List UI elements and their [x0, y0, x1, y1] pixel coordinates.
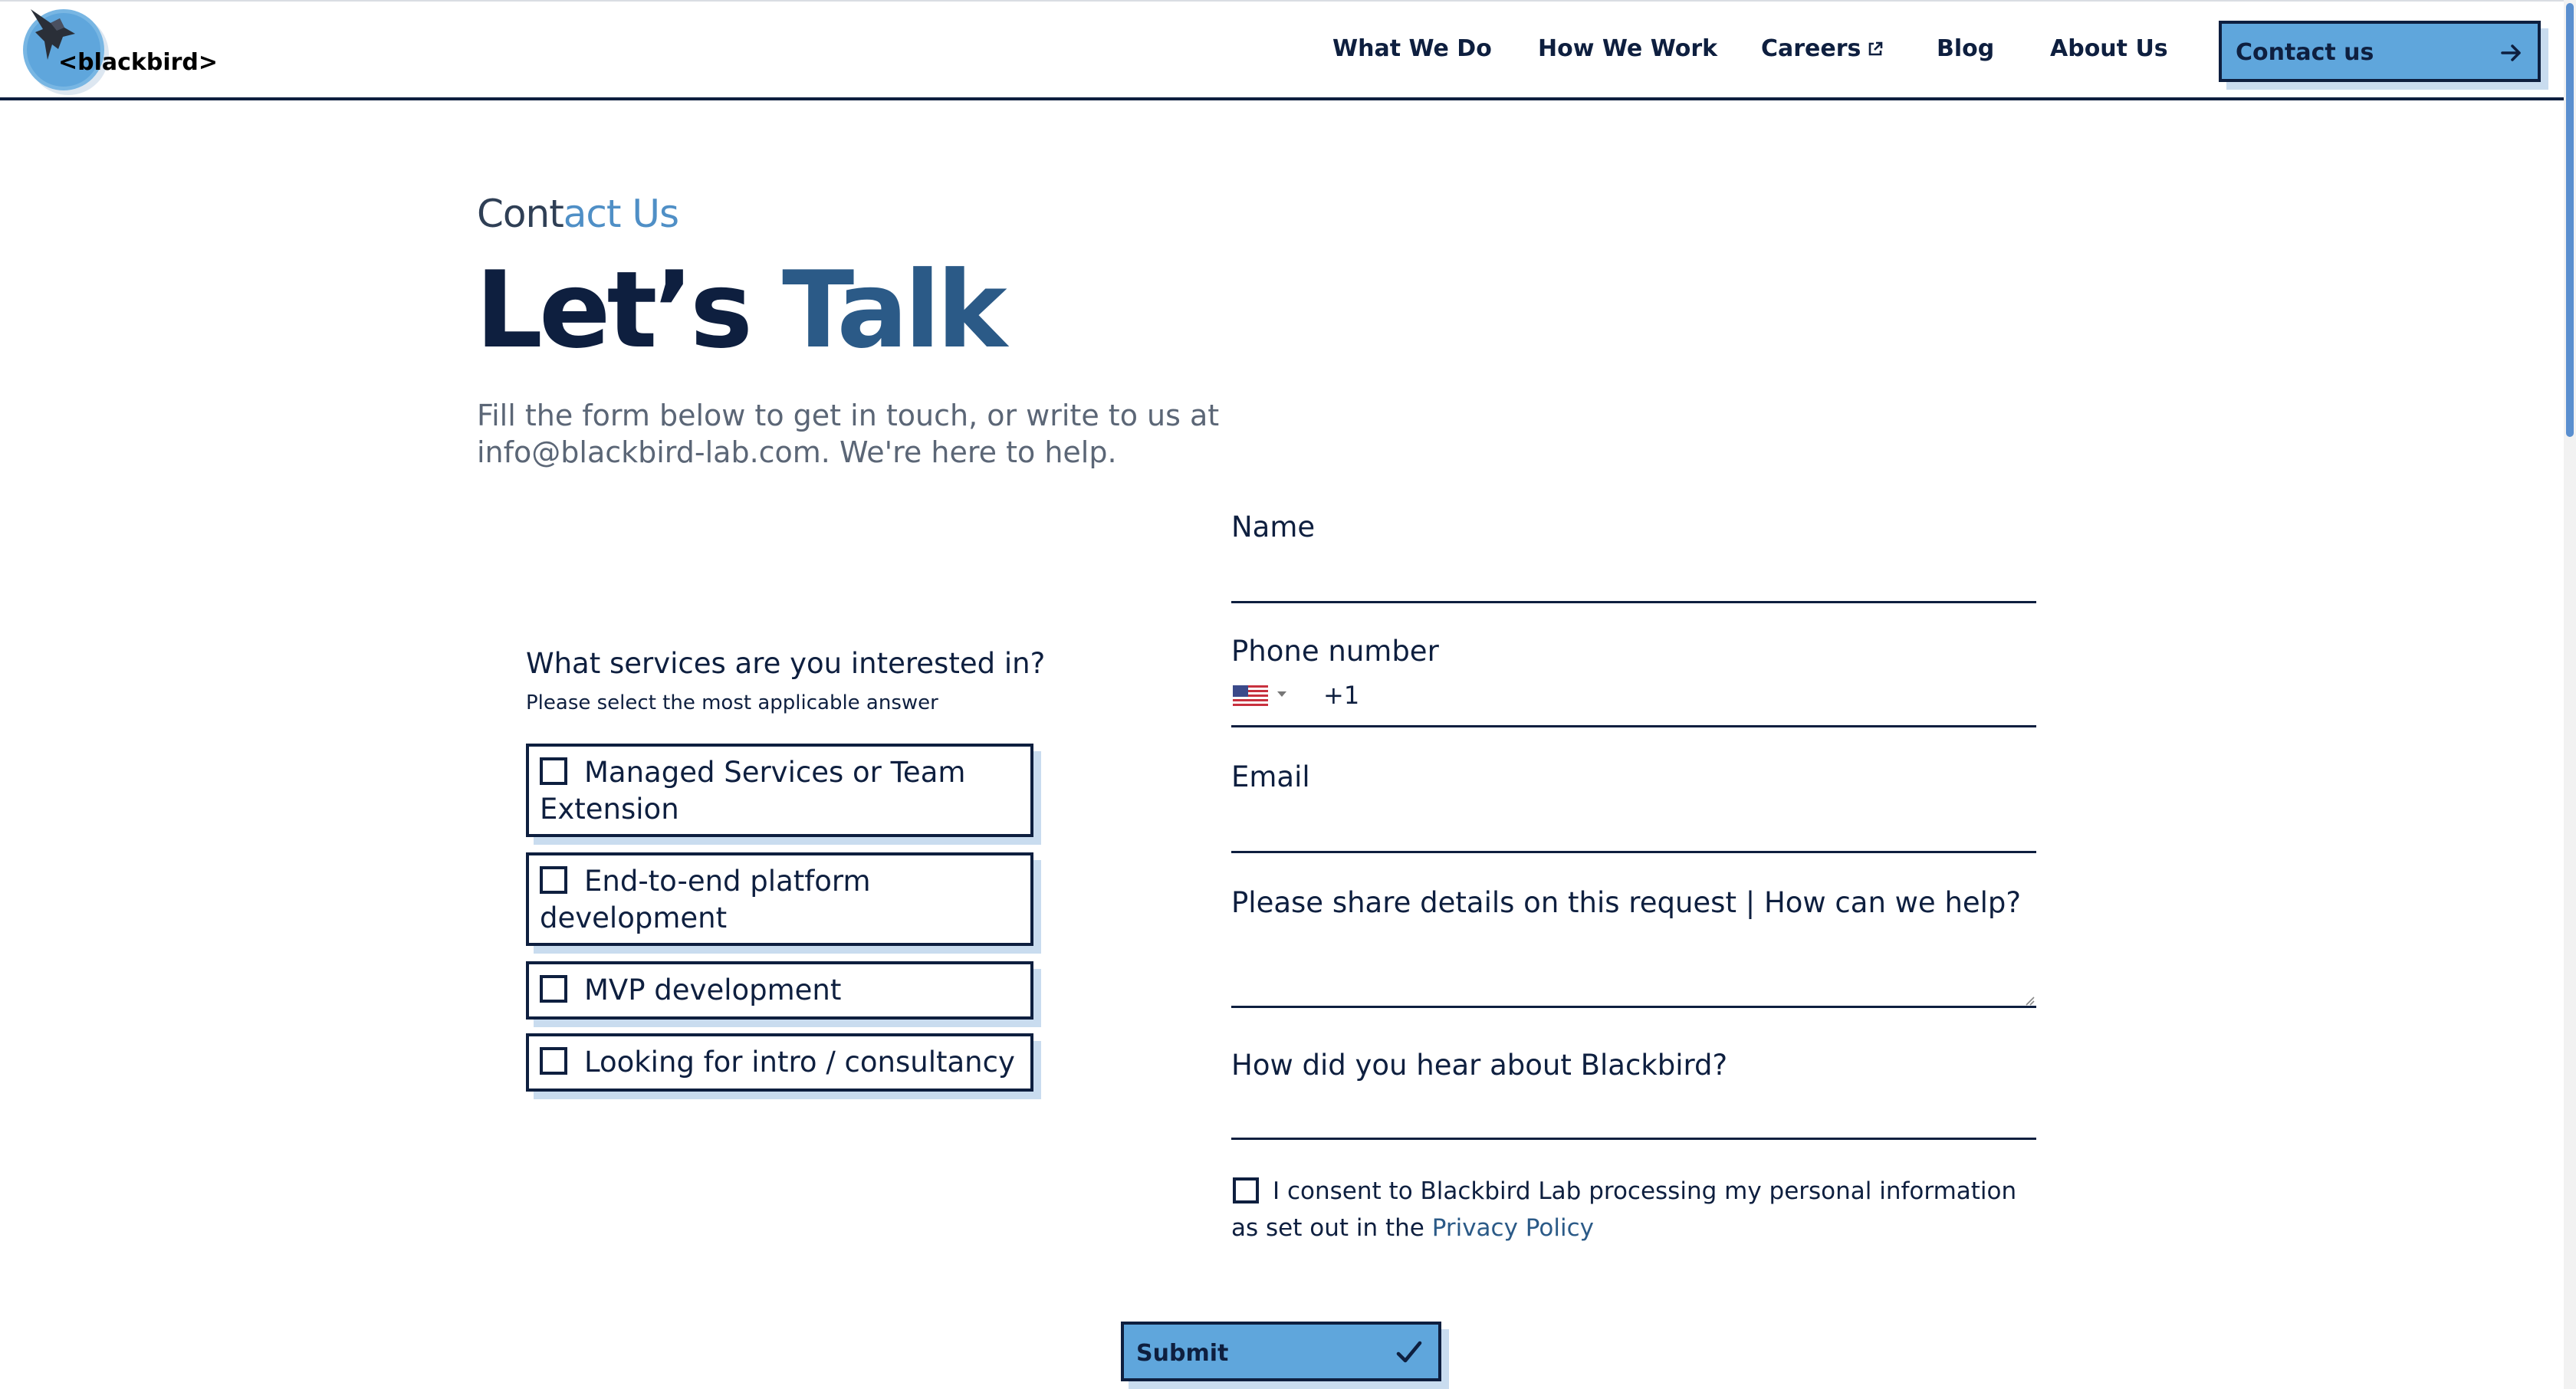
intro-description: Fill the form below to get in touch, or write to us at info@blackbird-lab.com. We're here to help.: [477, 399, 1220, 469]
service-option-managed-services[interactable]: [526, 744, 1033, 837]
site-header: [0, 0, 2564, 100]
source-field[interactable]: [1231, 1095, 2036, 1133]
service-option-label: Managed Services or Team Extension: [540, 756, 966, 826]
service-option-mvp[interactable]: [526, 961, 1033, 1020]
submit-button[interactable]: [1121, 1322, 1441, 1381]
email-field[interactable]: [1231, 806, 2036, 845]
eyebrow-part2: act Us: [563, 192, 679, 236]
checkbox[interactable]: [540, 1047, 567, 1075]
service-option-consultancy[interactable]: [526, 1033, 1033, 1092]
arrow-right-icon: [2499, 41, 2524, 65]
consent-label: I consent to Blackbird Lab processing my personal information as set out in the: [1231, 1177, 2017, 1242]
services-hint: Please select the most applicable answer: [526, 691, 938, 714]
page-title: [475, 248, 1004, 372]
details-textarea[interactable]: [1231, 941, 2036, 980]
external-link-icon: [1867, 41, 1884, 57]
phone-label: Phone number: [1231, 635, 1439, 668]
service-option-label: Looking for intro / consultancy: [584, 1046, 1015, 1079]
scrollbar-thumb[interactable]: [2566, 3, 2574, 437]
title-part1: Let’s: [475, 248, 750, 372]
section-eyebrow: [477, 192, 678, 236]
resize-handle-icon[interactable]: [2022, 993, 2035, 1006]
email-label: Email: [1231, 760, 1310, 793]
page-scrollbar[interactable]: [2564, 0, 2576, 1389]
title-part2: Talk: [782, 248, 1004, 372]
eyebrow-part1: Cont: [477, 192, 564, 236]
nav-careers[interactable]: [1761, 35, 1884, 62]
submit-label: Submit: [1136, 1340, 1229, 1367]
service-option-platform-development[interactable]: [526, 852, 1033, 946]
checkbox[interactable]: [540, 866, 567, 894]
phone-field[interactable]: [1362, 678, 2029, 716]
source-label: How did you hear about Blackbird?: [1231, 1049, 1728, 1082]
nav-what-we-do[interactable]: What We Do: [1332, 35, 1492, 62]
us-flag-icon[interactable]: [1233, 685, 1268, 708]
logo-text: <blackbird>: [58, 49, 219, 76]
email-underline: [1231, 851, 2036, 853]
service-option-label: MVP development: [584, 974, 842, 1006]
name-underline: [1231, 601, 2036, 603]
contact-us-button[interactable]: [2219, 21, 2541, 82]
checkbox[interactable]: [540, 975, 567, 1003]
service-option-label: End-to-end platform development: [540, 865, 871, 934]
source-underline: [1231, 1138, 2036, 1140]
nav-about-us[interactable]: About Us: [2050, 35, 2168, 62]
phone-dial-code: +1: [1323, 681, 1360, 710]
details-underline: [1231, 1006, 2036, 1008]
site-logo[interactable]: [21, 6, 221, 95]
name-field[interactable]: [1231, 557, 2036, 595]
phone-underline: [1231, 725, 2036, 727]
nav-careers-label: Careers: [1761, 35, 1861, 62]
details-label: Please share details on this request | How can we help?: [1231, 886, 2022, 919]
checkbox[interactable]: [540, 757, 567, 785]
checkmark-icon: [1394, 1337, 1424, 1368]
country-caret-icon[interactable]: [1277, 691, 1286, 697]
consent-text: [1231, 1173, 2044, 1246]
nav-how-we-work[interactable]: How We Work: [1538, 35, 1718, 62]
services-question: What services are you interested in?: [526, 647, 1046, 680]
contact-us-label: Contact us: [2236, 39, 2374, 66]
name-label: Name: [1231, 511, 1316, 543]
nav-blog[interactable]: Blog: [1937, 35, 1995, 62]
privacy-policy-link[interactable]: Privacy Policy: [1431, 1214, 1594, 1242]
